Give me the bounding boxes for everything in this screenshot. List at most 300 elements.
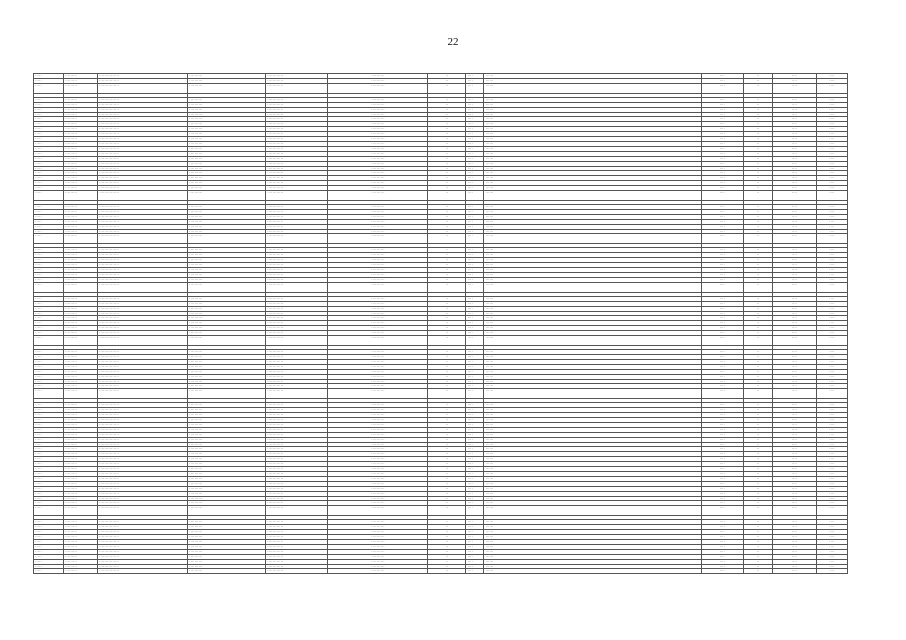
cell-street: ·········· — [328, 127, 428, 132]
cell-year-from: ···· — [772, 467, 816, 472]
cell-street: ·········· — [328, 316, 428, 321]
cell-id: ····· — [34, 496, 64, 501]
cell-year: ···· — [466, 457, 484, 462]
cell-house: ·· — [428, 311, 466, 316]
table-body — [34, 74, 848, 574]
cell-house: ·· — [428, 432, 466, 437]
cell-city: ············ — [266, 229, 328, 234]
cell-plan-year: ···· — [701, 268, 743, 273]
cell-district: ··············· — [98, 176, 188, 181]
cell-locality: ·········· — [188, 214, 266, 219]
cell-year-to: ···· — [816, 263, 847, 268]
cell-work: ······ — [484, 389, 701, 399]
cell-house: ·· — [428, 364, 466, 369]
cell-id: ····· — [34, 141, 64, 146]
cell-street: ·········· — [328, 97, 428, 102]
cell-plan-year: ···· — [701, 171, 743, 176]
cell-year-to: ···· — [816, 321, 847, 326]
cell-city: ············ — [266, 569, 328, 574]
cell-id: ····· — [34, 83, 64, 93]
cell-house: ·· — [428, 78, 466, 83]
cell-year: ···· — [466, 564, 484, 569]
cell-year: ···· — [466, 403, 484, 408]
cell-year: ···· — [466, 418, 484, 423]
cell-house: ·· — [428, 316, 466, 321]
cell-work: ······ — [484, 457, 701, 462]
cell-year: ···· — [466, 384, 484, 389]
cell-id: ····· — [34, 491, 64, 496]
cell-street: ·········· — [328, 432, 428, 437]
cell-year-to: ···· — [816, 277, 847, 282]
cell-locality: ·········· — [188, 219, 266, 224]
cell-plan-year: ···· — [701, 457, 743, 462]
cell-percent: ·· — [743, 171, 772, 176]
cell-street: ·········· — [328, 248, 428, 253]
cell-house: ·· — [428, 389, 466, 399]
cell-code: ········· — [64, 384, 98, 389]
cell-year-from: ···· — [772, 137, 816, 142]
cell-locality: ·········· — [188, 447, 266, 452]
cell-year-from: ···· — [772, 146, 816, 151]
cell-plan-year: ···· — [701, 277, 743, 282]
cell-plan-year: ···· — [701, 253, 743, 258]
cell-year: ···· — [466, 354, 484, 359]
cell-year-to: ···· — [816, 530, 847, 535]
cell-percent: ·· — [743, 316, 772, 321]
cell-locality: ·········· — [188, 452, 266, 457]
cell-house: ·· — [428, 564, 466, 569]
cell-percent: ·· — [743, 107, 772, 112]
cell-year-to: ···· — [816, 151, 847, 156]
cell-plan-year: ···· — [701, 501, 743, 506]
cell-street: ·········· — [328, 486, 428, 491]
cell-street: ·········· — [328, 569, 428, 574]
cell-id: ····· — [34, 161, 64, 166]
cell-city: ············ — [266, 141, 328, 146]
cell-work: ······ — [484, 374, 701, 379]
cell-year-from: ···· — [772, 354, 816, 359]
cell-work: ······ — [484, 83, 701, 93]
cell-street: ·········· — [328, 224, 428, 229]
cell-id: ····· — [34, 277, 64, 282]
cell-city: ············ — [266, 350, 328, 355]
cell-year: ···· — [466, 146, 484, 151]
cell-house: ·· — [428, 268, 466, 273]
cell-work: ······ — [484, 277, 701, 282]
cell-district: ··············· — [98, 253, 188, 258]
cell-work: ······ — [484, 137, 701, 142]
cell-work: ······ — [484, 354, 701, 359]
cell-year-to: ···· — [816, 569, 847, 574]
cell-year-to: ···· — [816, 331, 847, 336]
cell-street: ·········· — [328, 176, 428, 181]
cell-year: ···· — [466, 137, 484, 142]
cell-district: ··············· — [98, 102, 188, 107]
cell-district: ··············· — [98, 379, 188, 384]
cell-plan-year: ···· — [701, 214, 743, 219]
cell-percent: ·· — [743, 442, 772, 447]
cell-locality: ·········· — [188, 102, 266, 107]
cell-id: ····· — [34, 539, 64, 544]
cell-year: ···· — [466, 496, 484, 501]
page-number: 22 — [447, 36, 459, 48]
cell-year-from: ···· — [772, 486, 816, 491]
cell-code: ········· — [64, 117, 98, 122]
cell-locality: ·········· — [188, 350, 266, 355]
cell-id: ····· — [34, 336, 64, 346]
cell-locality: ·········· — [188, 496, 266, 501]
cell-plan-year: ···· — [701, 569, 743, 574]
cell-id: ····· — [34, 481, 64, 486]
cell-id: ····· — [34, 554, 64, 559]
cell-locality: ·········· — [188, 569, 266, 574]
cell-locality: ·········· — [188, 181, 266, 186]
cell-id: ····· — [34, 559, 64, 564]
cell-street: ·········· — [328, 525, 428, 530]
cell-work: ······ — [484, 273, 701, 278]
cell-city: ············ — [266, 273, 328, 278]
cell-plan-year: ···· — [701, 301, 743, 306]
cell-city: ············ — [266, 301, 328, 306]
cell-year: ···· — [466, 359, 484, 364]
cell-id: ····· — [34, 306, 64, 311]
cell-city: ············ — [266, 535, 328, 540]
cell-work: ······ — [484, 268, 701, 273]
cell-house: ·· — [428, 277, 466, 282]
cell-district: ··············· — [98, 569, 188, 574]
cell-house: ·· — [428, 161, 466, 166]
cell-locality: ·········· — [188, 544, 266, 549]
cell-year-from: ···· — [772, 141, 816, 146]
cell-year: ···· — [466, 214, 484, 219]
cell-street: ·········· — [328, 564, 428, 569]
cell-locality: ·········· — [188, 176, 266, 181]
cell-house: ·· — [428, 481, 466, 486]
cell-street: ·········· — [328, 161, 428, 166]
cell-district: ··············· — [98, 301, 188, 306]
cell-plan-year: ···· — [701, 384, 743, 389]
cell-work: ······ — [484, 224, 701, 229]
cell-plan-year: ···· — [701, 326, 743, 331]
cell-district: ··············· — [98, 161, 188, 166]
cell-plan-year: ···· — [701, 102, 743, 107]
cell-year-from: ···· — [772, 331, 816, 336]
cell-id: ····· — [34, 331, 64, 336]
cell-house: ·· — [428, 549, 466, 554]
cell-percent: ·· — [743, 253, 772, 258]
cell-work: ······ — [484, 282, 701, 292]
cell-code: ········· — [64, 457, 98, 462]
cell-code: ········· — [64, 186, 98, 191]
cell-district: ··············· — [98, 501, 188, 506]
cell-percent: ·· — [743, 472, 772, 477]
cell-street: ·········· — [328, 442, 428, 447]
table-row — [34, 569, 848, 574]
cell-year-to: ···· — [816, 74, 847, 79]
cell-locality: ·········· — [188, 112, 266, 117]
cell-house: ·· — [428, 501, 466, 506]
cell-year-from: ···· — [772, 525, 816, 530]
cell-year-to: ···· — [816, 481, 847, 486]
cell-district: ··············· — [98, 97, 188, 102]
cell-id: ····· — [34, 457, 64, 462]
cell-city: ············ — [266, 476, 328, 481]
cell-street: ·········· — [328, 364, 428, 369]
cell-street: ·········· — [328, 268, 428, 273]
cell-year: ···· — [466, 219, 484, 224]
cell-year-to: ···· — [816, 311, 847, 316]
cell-district: ··············· — [98, 389, 188, 399]
cell-percent: ·· — [743, 432, 772, 437]
cell-percent: ·· — [743, 229, 772, 234]
cell-year-to: ···· — [816, 171, 847, 176]
cell-year-from: ···· — [772, 316, 816, 321]
cell-street: ·········· — [328, 501, 428, 506]
cell-plan-year: ···· — [701, 506, 743, 516]
cell-work: ······ — [484, 359, 701, 364]
cell-year-to: ···· — [816, 112, 847, 117]
cell-plan-year: ···· — [701, 112, 743, 117]
cell-house: ·· — [428, 350, 466, 355]
cell-year: ···· — [466, 161, 484, 166]
cell-year-from: ···· — [772, 321, 816, 326]
cell-work: ······ — [484, 336, 701, 346]
cell-plan-year: ···· — [701, 306, 743, 311]
cell-code: ········· — [64, 569, 98, 574]
cell-percent: ·· — [743, 117, 772, 122]
cell-street: ·········· — [328, 122, 428, 127]
cell-year: ···· — [466, 501, 484, 506]
cell-year: ···· — [466, 296, 484, 301]
cell-locality: ·········· — [188, 564, 266, 569]
cell-year-from: ···· — [772, 408, 816, 413]
cell-work: ······ — [484, 74, 701, 79]
cell-year-to: ···· — [816, 432, 847, 437]
cell-locality: ·········· — [188, 253, 266, 258]
cell-code: ········· — [64, 369, 98, 374]
cell-year-to: ···· — [816, 146, 847, 151]
cell-city: ············ — [266, 74, 328, 79]
cell-plan-year: ···· — [701, 564, 743, 569]
cell-city: ············ — [266, 176, 328, 181]
cell-id: ····· — [34, 354, 64, 359]
cell-year-to: ···· — [816, 205, 847, 210]
cell-street: ·········· — [328, 156, 428, 161]
cell-year-to: ···· — [816, 253, 847, 258]
cell-code: ········· — [64, 525, 98, 530]
cell-year-from: ···· — [772, 369, 816, 374]
cell-city: ············ — [266, 186, 328, 191]
cell-locality: ·········· — [188, 273, 266, 278]
cell-house: ·· — [428, 486, 466, 491]
cell-work: ······ — [484, 102, 701, 107]
cell-code: ········· — [64, 554, 98, 559]
cell-house: ·· — [428, 331, 466, 336]
cell-street: ·········· — [328, 336, 428, 346]
cell-percent: ·· — [743, 408, 772, 413]
cell-plan-year: ···· — [701, 476, 743, 481]
cell-year-from: ···· — [772, 374, 816, 379]
cell-district: ··············· — [98, 311, 188, 316]
cell-work: ······ — [484, 501, 701, 506]
cell-house: ·· — [428, 176, 466, 181]
cell-year-from: ···· — [772, 427, 816, 432]
cell-street: ·········· — [328, 379, 428, 384]
cell-percent: ·· — [743, 491, 772, 496]
cell-year: ···· — [466, 432, 484, 437]
cell-city: ············ — [266, 442, 328, 447]
cell-house: ·· — [428, 462, 466, 467]
cell-plan-year: ···· — [701, 156, 743, 161]
cell-locality: ·········· — [188, 234, 266, 244]
cell-street: ·········· — [328, 535, 428, 540]
cell-year-to: ···· — [816, 107, 847, 112]
cell-id: ····· — [34, 224, 64, 229]
cell-percent: ·· — [743, 156, 772, 161]
cell-street: ·········· — [328, 427, 428, 432]
cell-year-from: ···· — [772, 273, 816, 278]
cell-plan-year: ···· — [701, 447, 743, 452]
cell-year-to: ···· — [816, 191, 847, 201]
cell-locality: ·········· — [188, 224, 266, 229]
cell-street: ·········· — [328, 83, 428, 93]
cell-year-from: ···· — [772, 229, 816, 234]
cell-house: ·· — [428, 535, 466, 540]
cell-year: ···· — [466, 369, 484, 374]
cell-locality: ·········· — [188, 166, 266, 171]
cell-city: ············ — [266, 549, 328, 554]
cell-percent: ·· — [743, 268, 772, 273]
cell-house: ·· — [428, 306, 466, 311]
cell-code: ········· — [64, 418, 98, 423]
cell-plan-year: ···· — [701, 544, 743, 549]
cell-id: ····· — [34, 369, 64, 374]
cell-city: ············ — [266, 559, 328, 564]
cell-code: ········· — [64, 389, 98, 399]
cell-locality: ·········· — [188, 374, 266, 379]
cell-code: ········· — [64, 472, 98, 477]
cell-plan-year: ···· — [701, 331, 743, 336]
cell-plan-year: ···· — [701, 311, 743, 316]
cell-code: ········· — [64, 481, 98, 486]
cell-district: ··············· — [98, 354, 188, 359]
cell-year-to: ···· — [816, 408, 847, 413]
cell-code: ········· — [64, 442, 98, 447]
cell-locality: ·········· — [188, 122, 266, 127]
cell-house: ·· — [428, 258, 466, 263]
cell-id: ····· — [34, 501, 64, 506]
cell-locality: ·········· — [188, 427, 266, 432]
cell-city: ············ — [266, 457, 328, 462]
cell-city: ············ — [266, 181, 328, 186]
cell-year-to: ···· — [816, 127, 847, 132]
cell-percent: ·· — [743, 525, 772, 530]
cell-code: ········· — [64, 83, 98, 93]
cell-plan-year: ···· — [701, 336, 743, 346]
cell-code: ········· — [64, 422, 98, 427]
cell-plan-year: ···· — [701, 137, 743, 142]
cell-work: ······ — [484, 486, 701, 491]
cell-code: ········· — [64, 311, 98, 316]
cell-code: ········· — [64, 359, 98, 364]
cell-id: ····· — [34, 205, 64, 210]
cell-work: ······ — [484, 127, 701, 132]
cell-code: ········· — [64, 379, 98, 384]
cell-id: ····· — [34, 311, 64, 316]
cell-plan-year: ···· — [701, 408, 743, 413]
cell-locality: ·········· — [188, 476, 266, 481]
cell-percent: ·· — [743, 83, 772, 93]
cell-year: ···· — [466, 326, 484, 331]
cell-district: ··············· — [98, 520, 188, 525]
cell-id: ····· — [34, 462, 64, 467]
cell-year-to: ···· — [816, 427, 847, 432]
cell-district: ··············· — [98, 296, 188, 301]
cell-district: ··············· — [98, 413, 188, 418]
cell-year: ···· — [466, 224, 484, 229]
cell-year-to: ···· — [816, 535, 847, 540]
cell-district: ··············· — [98, 83, 188, 93]
cell-street: ·········· — [328, 74, 428, 79]
cell-street: ·········· — [328, 141, 428, 146]
cell-district: ··············· — [98, 122, 188, 127]
cell-year-to: ···· — [816, 472, 847, 477]
cell-id: ····· — [34, 432, 64, 437]
cell-percent: ·· — [743, 476, 772, 481]
cell-year-from: ···· — [772, 301, 816, 306]
cell-locality: ·········· — [188, 263, 266, 268]
cell-street: ·········· — [328, 306, 428, 311]
cell-code: ········· — [64, 564, 98, 569]
cell-year-from: ···· — [772, 539, 816, 544]
cell-plan-year: ···· — [701, 403, 743, 408]
cell-city: ············ — [266, 282, 328, 292]
cell-street: ·········· — [328, 481, 428, 486]
cell-plan-year: ···· — [701, 209, 743, 214]
cell-plan-year: ···· — [701, 205, 743, 210]
cell-house: ·· — [428, 413, 466, 418]
cell-district: ··············· — [98, 408, 188, 413]
cell-year-to: ···· — [816, 559, 847, 564]
cell-code: ········· — [64, 107, 98, 112]
cell-year-from: ···· — [772, 535, 816, 540]
cell-house: ·· — [428, 336, 466, 346]
cell-year: ···· — [466, 374, 484, 379]
cell-percent: ·· — [743, 554, 772, 559]
cell-district: ··············· — [98, 554, 188, 559]
cell-house: ·· — [428, 102, 466, 107]
cell-plan-year: ···· — [701, 181, 743, 186]
cell-code: ········· — [64, 437, 98, 442]
cell-street: ·········· — [328, 234, 428, 244]
cell-street: ·········· — [328, 253, 428, 258]
cell-code: ········· — [64, 549, 98, 554]
cell-city: ············ — [266, 422, 328, 427]
cell-percent: ·· — [743, 389, 772, 399]
cell-year-from: ···· — [772, 554, 816, 559]
cell-city: ············ — [266, 83, 328, 93]
cell-house: ·· — [428, 205, 466, 210]
cell-year-to: ···· — [816, 78, 847, 83]
cell-year: ···· — [466, 102, 484, 107]
cell-city: ············ — [266, 107, 328, 112]
cell-locality: ·········· — [188, 364, 266, 369]
cell-city: ············ — [266, 452, 328, 457]
cell-street: ·········· — [328, 273, 428, 278]
cell-district: ··············· — [98, 137, 188, 142]
cell-work: ······ — [484, 117, 701, 122]
cell-year-to: ···· — [816, 229, 847, 234]
